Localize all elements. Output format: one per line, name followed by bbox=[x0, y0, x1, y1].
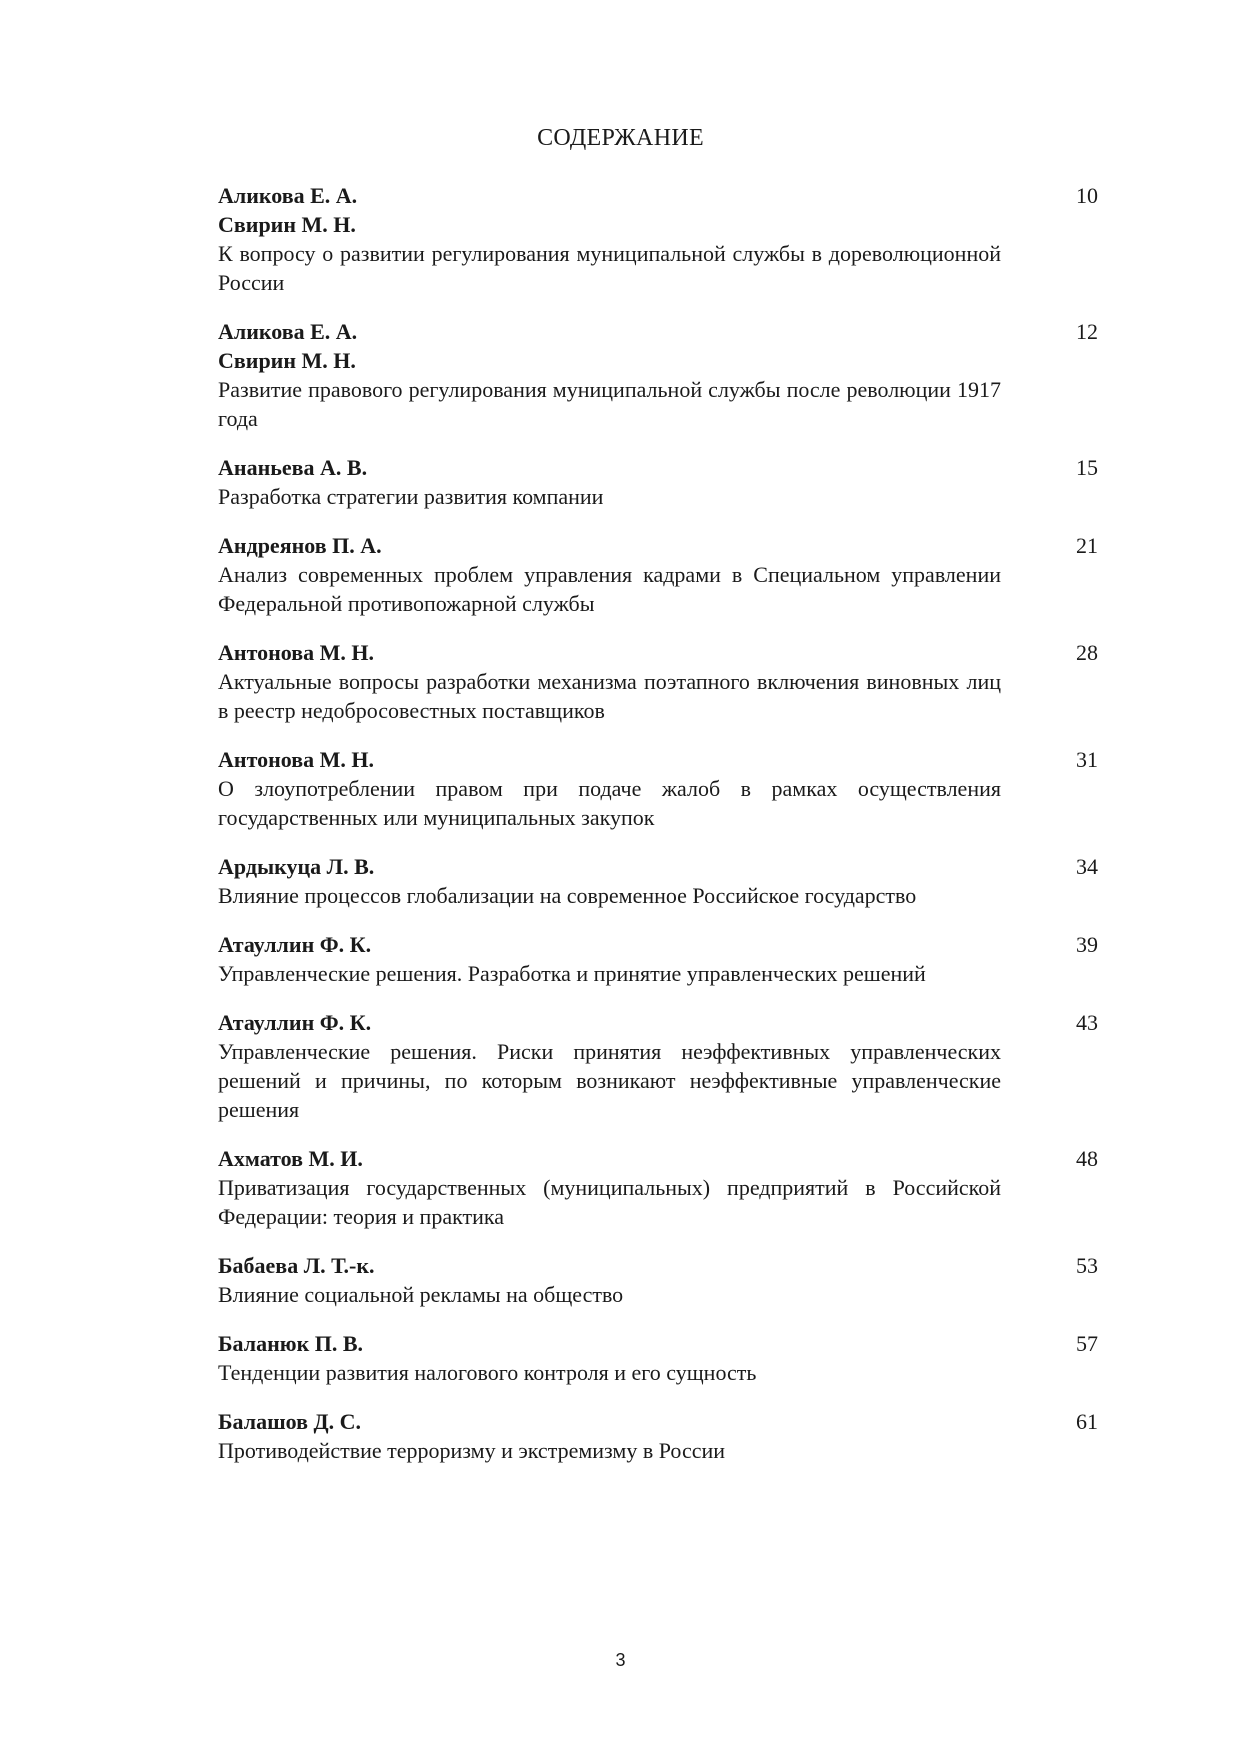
toc-entry-author: Ардыкуца Л. В. bbox=[218, 854, 375, 879]
toc-entry-author: Аликова Е. А. bbox=[218, 183, 358, 208]
toc-entry-author: Атауллин Ф. К. bbox=[218, 932, 372, 957]
toc-entry-page: 31 bbox=[1076, 747, 1098, 772]
toc-entry-author: Свирин М. Н. bbox=[218, 212, 356, 237]
toc-entry-author: Баланюк П. В. bbox=[218, 1331, 364, 1356]
toc-entry-text bbox=[218, 745, 1001, 832]
toc-entry-text bbox=[218, 1329, 1001, 1387]
toc-entry-title: Приватизация государственных (муниципальных) предприятий в Российской Федерации: теория и практика bbox=[218, 1175, 1001, 1229]
toc-entry-page: 28 bbox=[1076, 640, 1098, 665]
toc-entry-title: Влияние процессов глобализации на современное Российское государство bbox=[218, 883, 917, 908]
toc-entry-text bbox=[218, 531, 1001, 618]
toc-entry-title: О злоупотреблении правом при подаче жалоб в рамках осуществления государственных или муниципальных закупок bbox=[218, 776, 1001, 830]
toc-entry-page: 48 bbox=[1076, 1146, 1098, 1171]
toc-heading: СОДЕРЖАНИЕ bbox=[537, 125, 704, 151]
toc-entry-text bbox=[218, 453, 1001, 511]
page-number: 3 bbox=[615, 1650, 626, 1670]
toc-entry-title: Тенденции развития налогового контроля и его сущность bbox=[218, 1360, 757, 1385]
toc-entry-author: Антонова М. Н. bbox=[218, 747, 374, 772]
toc-entry[interactable] bbox=[218, 317, 1098, 433]
toc-entry-text bbox=[218, 1251, 1001, 1309]
toc-entry-title: Анализ современных проблем управления кадрами в Специальном управлении Федеральной противопожарной службы bbox=[218, 562, 1001, 616]
toc-entry-title: Разработка стратегии развития компании bbox=[218, 484, 604, 509]
toc-entry-text bbox=[218, 181, 1001, 297]
toc-entry-author: Андреянов П. А. bbox=[218, 533, 382, 558]
toc-entry-author: Ахматов М. И. bbox=[218, 1146, 363, 1171]
toc-entry[interactable] bbox=[218, 181, 1098, 297]
toc-entry-author: Балашов Д. С. bbox=[218, 1409, 362, 1434]
toc-entry-title: Развитие правового регулирования муниципальной службы после революции 1917 года bbox=[218, 377, 1001, 431]
toc-entry-author: Ананьева А. В. bbox=[218, 455, 368, 480]
toc-entry-page: 12 bbox=[1076, 319, 1098, 344]
toc-entry-page: 15 bbox=[1076, 455, 1098, 480]
toc-entry-page: 43 bbox=[1076, 1010, 1098, 1035]
toc-entry-text bbox=[218, 317, 1001, 433]
toc-entry[interactable] bbox=[218, 1251, 1098, 1309]
toc-entry-text bbox=[218, 1407, 1001, 1465]
toc-entry[interactable] bbox=[218, 638, 1098, 725]
toc-entry[interactable] bbox=[218, 1329, 1098, 1387]
toc-entry-author: Антонова М. Н. bbox=[218, 640, 374, 665]
table-of-contents bbox=[218, 181, 1098, 1465]
toc-entry-text bbox=[218, 930, 1001, 988]
toc-entry-author: Атауллин Ф. К. bbox=[218, 1010, 372, 1035]
toc-entry-text bbox=[218, 1008, 1001, 1124]
toc-entry-page: 61 bbox=[1076, 1409, 1098, 1434]
toc-entry-title: Актуальные вопросы разработки механизма поэтапного включения виновных лиц в реестр недобросовестных поставщиков bbox=[218, 669, 1001, 723]
toc-entry-page: 34 bbox=[1076, 854, 1098, 879]
toc-entry-title: Влияние социальной рекламы на общество bbox=[218, 1282, 624, 1307]
toc-entry[interactable] bbox=[218, 531, 1098, 618]
toc-entry-page: 21 bbox=[1076, 533, 1098, 558]
toc-entry-author: Свирин М. Н. bbox=[218, 348, 356, 373]
toc-entry-text bbox=[218, 638, 1001, 725]
toc-entry[interactable] bbox=[218, 1407, 1098, 1465]
toc-entry-title: К вопросу о развитии регулирования муниципальной службы в дореволюционной России bbox=[218, 241, 1001, 295]
toc-entry-page: 10 bbox=[1076, 183, 1098, 208]
toc-entry[interactable] bbox=[218, 1144, 1098, 1231]
toc-entry-page: 57 bbox=[1076, 1331, 1098, 1356]
toc-entry-title: Управленческие решения. Риски принятия неэффективных управленческих решений и причины, по которым возникают неэффективные управленческие решения bbox=[218, 1039, 1001, 1122]
toc-entry-title: Противодействие терроризму и экстремизму в России bbox=[218, 1438, 726, 1463]
toc-entry[interactable] bbox=[218, 745, 1098, 832]
toc-entry-page: 53 bbox=[1076, 1253, 1098, 1278]
toc-entry-author: Аликова Е. А. bbox=[218, 319, 358, 344]
toc-entry[interactable] bbox=[218, 453, 1098, 511]
toc-entry-author: Бабаева Л. Т.-к. bbox=[218, 1253, 375, 1278]
toc-entry-title: Управленческие решения. Разработка и принятие управленческих решений bbox=[218, 961, 926, 986]
toc-entry[interactable] bbox=[218, 930, 1098, 988]
toc-entry-text bbox=[218, 852, 1001, 910]
toc-entry[interactable] bbox=[218, 1008, 1098, 1124]
toc-entry[interactable] bbox=[218, 852, 1098, 910]
toc-entry-text bbox=[218, 1144, 1001, 1231]
toc-entry-page: 39 bbox=[1076, 932, 1098, 957]
